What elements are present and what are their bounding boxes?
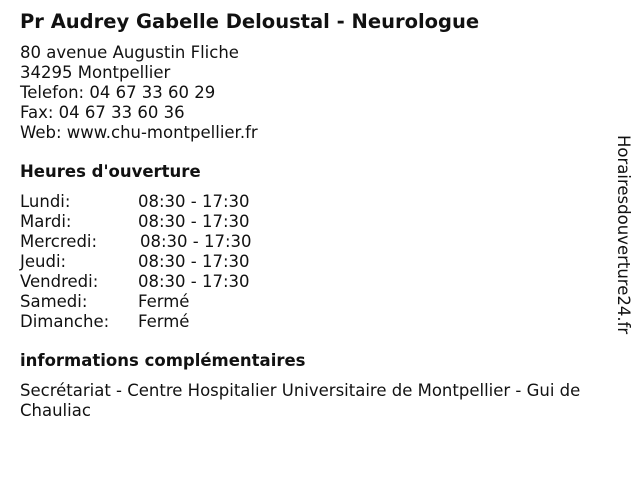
info-heading: informations complémentaires (20, 351, 306, 370)
hours-heading: Heures d'ouverture (20, 162, 201, 181)
contact-block (20, 43, 620, 143)
site-watermark (612, 135, 634, 345)
hours-row (20, 192, 620, 212)
address-city: 34295 Montpellier (20, 63, 171, 82)
day-label: Jeudi: (20, 252, 67, 271)
hours-row (20, 252, 620, 272)
listing-card (20, 10, 620, 421)
day-label: Lundi: (20, 192, 71, 211)
hours-table (20, 192, 620, 332)
info-text: Secrétariat - Centre Hospitalier Universitaire de Montpellier - Gui de Chauliac (20, 381, 581, 420)
hours-row (20, 232, 620, 252)
day-hours: 08:30 - 17:30 (138, 252, 250, 271)
day-hours: 08:30 - 17:30 (138, 272, 250, 291)
hours-row (20, 292, 620, 312)
address-street: 80 avenue Augustin Fliche (20, 43, 239, 62)
day-hours: Fermé (138, 292, 190, 311)
hours-row (20, 312, 620, 332)
website: Web: www.chu-montpellier.fr (20, 123, 258, 142)
fax-number: Fax: 04 67 33 60 36 (20, 103, 185, 122)
day-label: Dimanche: (20, 312, 110, 331)
hours-row (20, 272, 620, 292)
day-hours: 08:30 - 17:30 (138, 212, 250, 231)
day-hours: 08:30 - 17:30 (138, 192, 250, 211)
hours-row (20, 212, 620, 232)
day-label: Mercredi: (20, 232, 98, 251)
phone-number: Telefon: 04 67 33 60 29 (20, 83, 216, 102)
day-label: Mardi: (20, 212, 72, 231)
page-title: Pr Audrey Gabelle Deloustal - Neurologue (20, 10, 480, 33)
day-hours: Fermé (138, 312, 190, 331)
watermark-text: Horairesdouverture24.fr (614, 135, 633, 335)
day-hours: 08:30 - 17:30 (140, 232, 252, 251)
day-label: Samedi: (20, 292, 88, 311)
day-label: Vendredi: (20, 272, 99, 291)
